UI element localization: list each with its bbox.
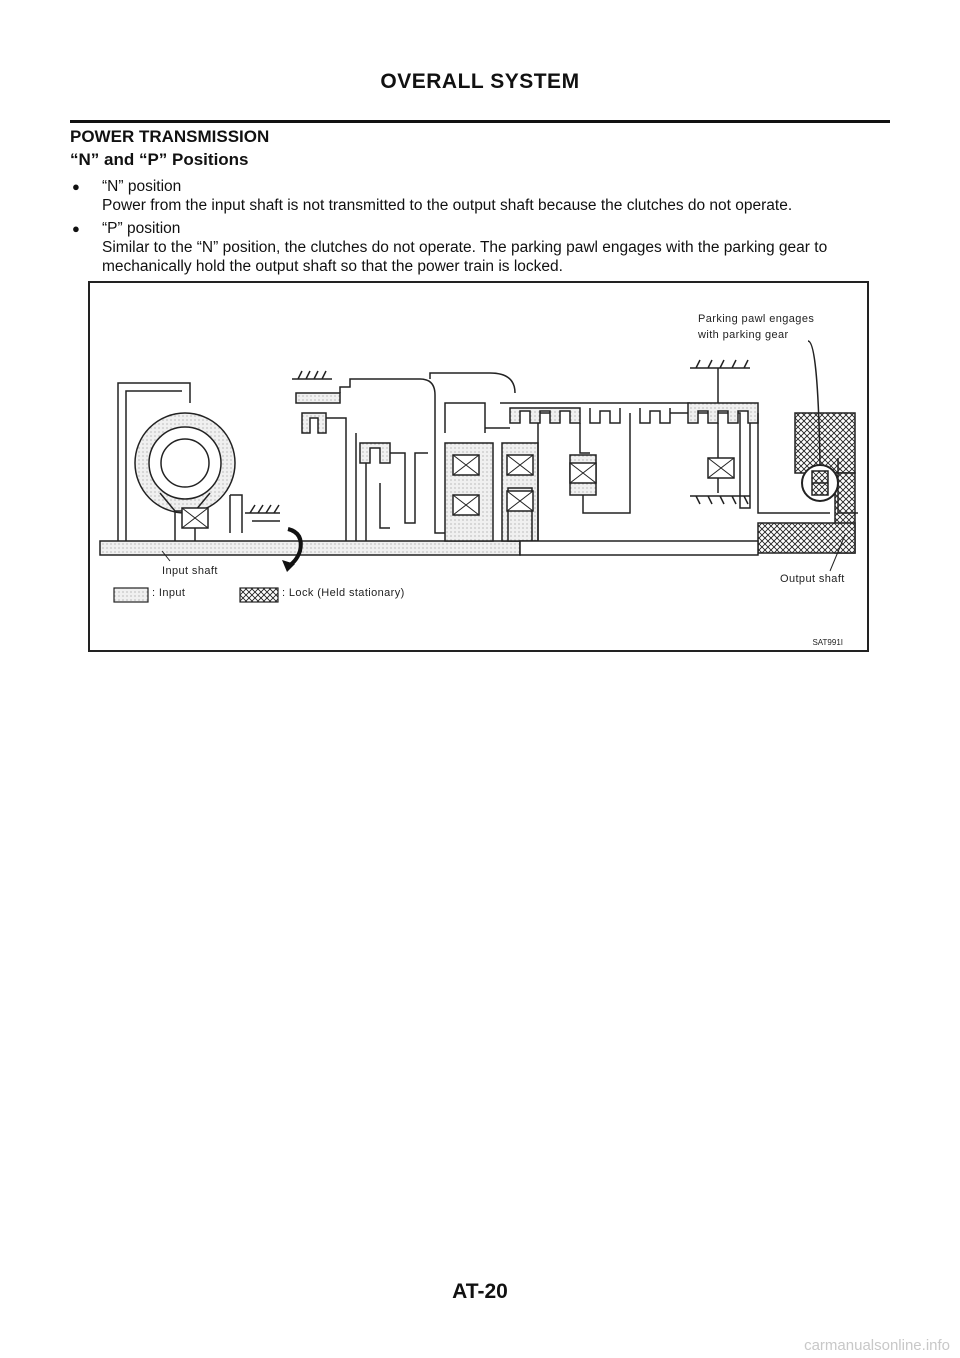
watermark: carmanualsonline.info bbox=[804, 1337, 950, 1354]
bullet-n-position bbox=[70, 177, 890, 215]
parking-callout-line1: Parking pawl engages bbox=[698, 313, 815, 325]
input-shaft-label: Input shaft bbox=[162, 565, 218, 577]
bullet-p-position bbox=[70, 219, 890, 276]
section-subtitle: “N” and “P” Positions bbox=[70, 150, 249, 169]
bullet-marker: ● bbox=[72, 221, 80, 236]
front-clutch-group bbox=[292, 371, 435, 541]
header-divider bbox=[70, 120, 890, 123]
bullet-heading: “N” position bbox=[102, 178, 182, 195]
bullet-marker: ● bbox=[72, 179, 80, 194]
output-shaft bbox=[520, 541, 758, 555]
legend-input-swatch bbox=[114, 588, 148, 602]
page-number: AT-20 bbox=[452, 1280, 508, 1303]
planetary-gear-group bbox=[435, 403, 560, 541]
parking-callout-line2: with parking gear bbox=[698, 329, 789, 341]
bullet-text: Power from the input shaft is not transmitted to the output shaft because the clutches do not operate. bbox=[102, 197, 793, 214]
bullet-heading: “P” position bbox=[102, 220, 181, 237]
figure-code: SAT991I bbox=[812, 638, 843, 647]
power-transmission-diagram bbox=[88, 281, 869, 652]
output-shaft-label: Output shaft bbox=[780, 573, 845, 585]
bullet-text: Similar to the “N” position, the clutches do not operate. The parking pawl engages with the parking gear to mechanically hold the output shaft so that the power train is locked. bbox=[102, 239, 828, 275]
torque-converter bbox=[118, 383, 280, 541]
legend-input-label: : Input bbox=[152, 587, 186, 599]
legend-lock-swatch bbox=[240, 588, 278, 602]
section-title: POWER TRANSMISSION bbox=[70, 127, 270, 146]
page-header-title: OVERALL SYSTEM bbox=[380, 70, 580, 93]
legend-lock-label: : Lock (Held stationary) bbox=[282, 587, 405, 599]
